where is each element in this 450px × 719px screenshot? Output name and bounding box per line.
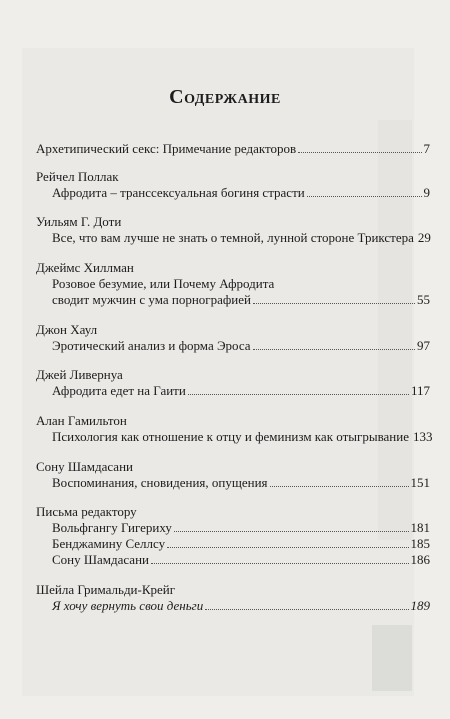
toc-author: Джей Ливернуа xyxy=(36,367,123,382)
toc-line-title: Воспоминания, сновидения, опущения xyxy=(52,475,268,490)
dot-leader xyxy=(253,349,415,350)
toc-line[interactable] xyxy=(36,338,430,354)
toc-line-page: 189 xyxy=(410,598,430,613)
page-title: Содержание xyxy=(169,86,281,108)
toc-line-page: 185 xyxy=(410,536,430,551)
toc-author: Джон Хаул xyxy=(36,322,98,337)
toc-entry xyxy=(36,367,430,399)
toc-line-title: Афродита – транссексуальная богиня страсти xyxy=(52,185,305,200)
toc-line-page: 7 xyxy=(423,141,430,156)
toc-line[interactable] xyxy=(36,429,433,445)
toc-line[interactable] xyxy=(36,552,430,568)
toc-line-page: 151 xyxy=(410,475,430,490)
dot-leader xyxy=(167,547,408,548)
toc-line-page: 97 xyxy=(417,338,430,353)
toc-line-title: Психология как отношение к отцу и феминизм как отыгрывание xyxy=(52,429,409,444)
toc-line[interactable] xyxy=(36,185,430,201)
toc-line[interactable] xyxy=(36,536,430,552)
toc-line[interactable] xyxy=(36,520,430,536)
toc-line-title: Все, что вам лучше не знать о темной, лунной стороне Трикстера xyxy=(52,230,414,245)
toc-line-title: Бенджамину Селлсу xyxy=(52,536,166,551)
dot-leader xyxy=(298,152,421,153)
toc-line-title: Я хочу вернуть свои деньги xyxy=(52,598,204,613)
toc-line[interactable] xyxy=(36,475,430,491)
toc-line-title: Сону Шамдасани xyxy=(52,552,149,567)
dot-leader xyxy=(205,609,408,610)
toc-line-page: 9 xyxy=(423,185,430,200)
toc-entry-editors-note xyxy=(36,141,430,157)
toc-line[interactable] xyxy=(36,230,430,246)
dot-leader xyxy=(174,531,409,532)
toc-entry xyxy=(36,169,430,201)
toc-entry xyxy=(36,582,430,614)
toc-entry-letters xyxy=(36,504,430,568)
toc-line[interactable] xyxy=(36,598,430,614)
toc-author: Сону Шамдасани xyxy=(36,459,133,474)
toc-line-page: 186 xyxy=(410,552,430,567)
toc-line[interactable] xyxy=(36,383,430,399)
toc-line-title: Архетипический секс: Примечание редакторов xyxy=(36,141,297,156)
toc-line-page: 29 xyxy=(417,230,431,245)
toc-author: Алан Гамильтон xyxy=(36,413,127,428)
toc-entry xyxy=(36,459,430,491)
toc-author: Шейла Гримальди-Крейг xyxy=(36,582,176,597)
toc-line-title: Афродита едет на Гаити xyxy=(52,383,186,398)
toc-line[interactable] xyxy=(36,141,430,157)
toc-line-title: сводит мужчин с ума порнографией xyxy=(52,292,251,307)
toc-entry xyxy=(36,322,430,354)
dot-leader xyxy=(188,394,409,395)
dot-leader xyxy=(151,563,409,564)
toc-entry xyxy=(36,260,430,308)
toc-author: Уильям Г. Доти xyxy=(36,214,122,229)
dot-leader xyxy=(270,486,409,487)
toc-line-title: Эротический анализ и форма Эроса xyxy=(52,338,251,353)
toc-line[interactable] xyxy=(36,292,430,308)
toc-line-page: 55 xyxy=(417,292,430,307)
dot-leader xyxy=(253,303,415,304)
toc-entry xyxy=(36,214,430,246)
toc-line-page: 117 xyxy=(410,383,430,398)
dot-leader xyxy=(307,196,422,197)
toc-line-page: 133 xyxy=(413,429,433,444)
toc-author: Рейчел Поллак xyxy=(36,169,119,184)
toc-line-title-part[interactable]: Розовое безумие, или Почему Афродита xyxy=(52,276,275,291)
toc-author: Джеймс Хиллман xyxy=(36,260,134,275)
toc-line-title: Вольфгангу Гигериху xyxy=(52,520,172,535)
toc-author: Письма редактору xyxy=(36,504,137,519)
toc-entry xyxy=(36,413,433,445)
toc-line-page: 181 xyxy=(410,520,430,535)
